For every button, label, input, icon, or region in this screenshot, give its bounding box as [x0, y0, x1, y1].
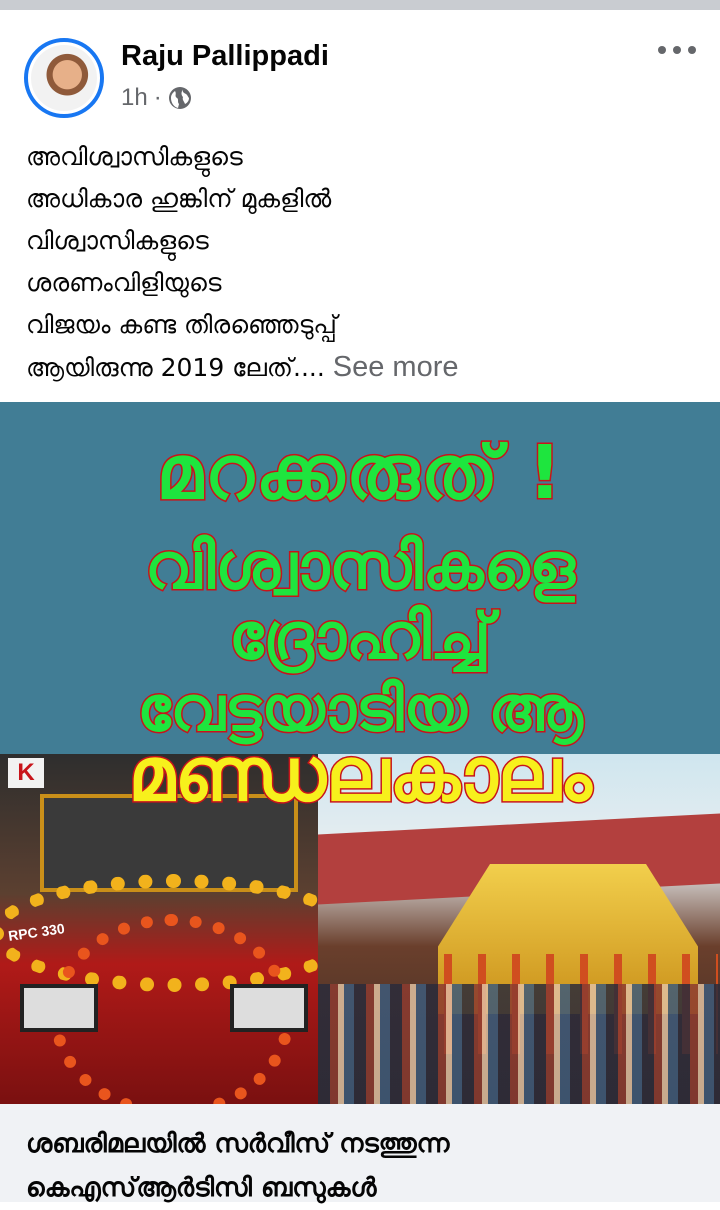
more-options-button[interactable] — [658, 40, 696, 60]
bus-headlight — [20, 984, 98, 1032]
post-text-line: വിജയം കണ്ട തിരഞ്ഞെടുപ്പ് — [26, 310, 337, 339]
see-more-link[interactable]: See more — [332, 351, 459, 383]
devotees-crowd — [318, 984, 720, 1104]
post-text-line: ആയിരുന്നു 2019 ലേത്.... — [26, 353, 325, 382]
link-preview[interactable] — [0, 1104, 720, 1202]
bus-badge: K — [8, 758, 44, 788]
banner-line: വേട്ടയാടിയ ആ — [137, 672, 583, 745]
banner-line: വിശ്വാസികളെ — [145, 530, 575, 604]
author-name[interactable]: Raju Pallippadi — [121, 40, 329, 72]
link-title — [26, 1122, 706, 1210]
post-image[interactable] — [0, 402, 720, 1104]
avatar[interactable] — [24, 38, 104, 118]
banner-line: ദ്രോഹിച്ച് — [228, 600, 492, 674]
post-text-line: അവിശ്വാസികളുടെ — [26, 142, 243, 171]
globe-icon[interactable] — [168, 86, 192, 110]
post-text — [26, 136, 706, 389]
post-text-line: വിശ്വാസികളുടെ — [26, 226, 209, 255]
post-time[interactable]: 1h — [121, 84, 148, 111]
feed-divider — [0, 0, 720, 10]
link-title-line: ശബരിമലയിൽ സർവീസ് നടത്തുന്ന — [26, 1129, 450, 1159]
dot-icon — [688, 46, 696, 54]
dot-icon — [673, 46, 681, 54]
avatar-photo — [31, 45, 97, 111]
meta-separator: · — [153, 84, 162, 111]
bus-headlight — [230, 984, 308, 1032]
banner-line: മറക്കരുത് ! — [156, 430, 564, 516]
post-meta — [121, 84, 192, 112]
link-title-line: കെഎസ്ആർടിസി ബസുകൾ — [26, 1173, 377, 1203]
post-text-line: ശരണംവിളിയുടെ — [26, 268, 222, 297]
post-header — [0, 10, 720, 130]
post-text-line-last — [26, 346, 706, 389]
post-text-line: അധികാര ഹുങ്കിന് മുകളിൽ — [26, 184, 332, 213]
bus-registration: RPC 330 — [7, 920, 66, 944]
dot-icon — [658, 46, 666, 54]
banner-line-highlight: മണ്ഡലകാലം — [128, 732, 592, 818]
